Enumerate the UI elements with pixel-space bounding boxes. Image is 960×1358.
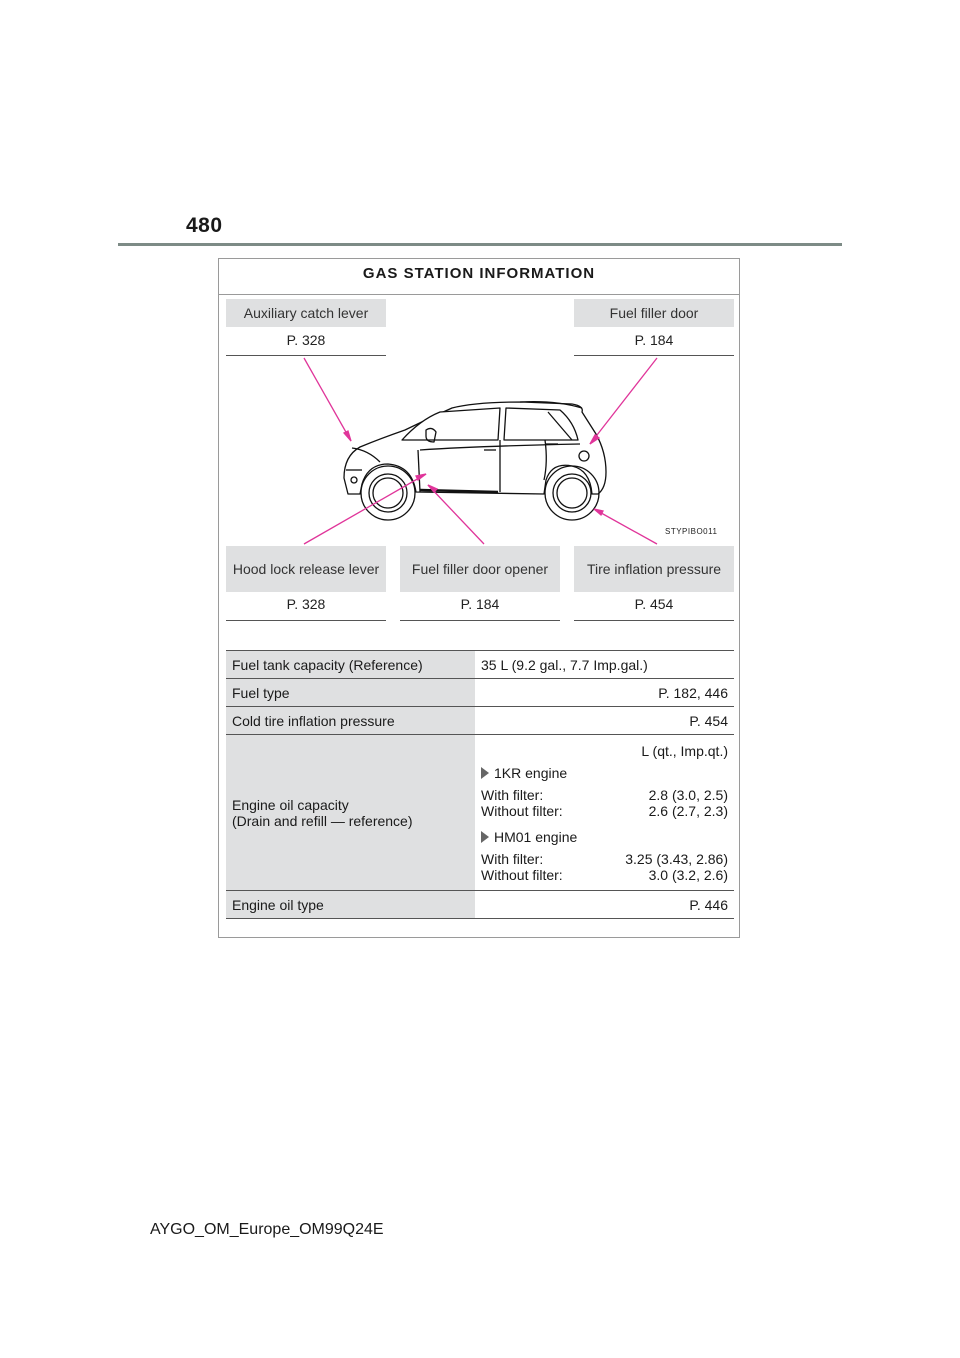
row-key: Cold tire inflation pressure: [226, 707, 475, 735]
oil-value: 2.8 (3.0, 2.5): [648, 786, 728, 803]
table-row: [226, 707, 734, 735]
oil-capacity-key-line1: Engine oil capacity: [232, 796, 349, 813]
page-ref-fuel-filler-door-opener[interactable]: P. 184: [400, 592, 560, 621]
oil-label: With filter:: [481, 850, 544, 867]
oil-row: [481, 867, 728, 883]
row-key: Fuel type: [226, 679, 475, 707]
table-row: [226, 891, 734, 919]
oil-row: [481, 803, 728, 819]
oil-row: [481, 787, 728, 803]
oil-label: Without filter:: [481, 802, 563, 819]
engine-name: HM01 engine: [494, 828, 578, 845]
engine-name: 1KR engine: [494, 764, 568, 781]
oil-capacity-key-line2: (Drain and refill — reference): [232, 812, 413, 829]
table-row: [226, 679, 734, 707]
label-tire-inflation-pressure: Tire inflation pressure: [574, 546, 734, 592]
label-fuel-filler-door-opener: Fuel filler door opener: [400, 546, 560, 592]
page-ref-tire-inflation-pressure[interactable]: P. 454: [574, 592, 734, 621]
oil-row: [481, 851, 728, 867]
engine-heading: [481, 829, 728, 845]
row-value[interactable]: P. 182, 446: [475, 679, 734, 707]
label-auxiliary-catch-lever: Auxiliary catch lever: [226, 299, 386, 327]
table-row: [226, 735, 734, 891]
row-value[interactable]: P. 454: [475, 707, 734, 735]
header-rule: [118, 243, 842, 246]
row-value[interactable]: P. 446: [475, 891, 734, 919]
bullet-triangle-icon: [481, 831, 489, 843]
row-key: Fuel tank capacity (Reference): [226, 651, 475, 679]
oil-label: With filter:: [481, 786, 544, 803]
oil-value: 2.6 (2.7, 2.3): [648, 802, 728, 819]
page-ref-fuel-filler-door[interactable]: P. 184: [574, 328, 734, 356]
table-row: [226, 651, 734, 679]
oil-value: 3.0 (3.2, 2.6): [648, 866, 728, 883]
row-key: Engine oil type: [226, 891, 475, 919]
figure-code: STYPIBO011: [665, 527, 718, 536]
engine-heading: [481, 765, 728, 781]
document-footer: AYGO_OM_Europe_OM99Q24E: [150, 1221, 384, 1238]
row-value: 35 L (9.2 gal., 7.7 Imp.gal.): [475, 651, 734, 679]
bullet-triangle-icon: [481, 767, 489, 779]
oil-capacity-value: [475, 735, 734, 891]
gas-station-info-table: [226, 650, 734, 919]
page-number: 480: [186, 214, 223, 237]
oil-unit: L (qt., Imp.qt.): [641, 742, 728, 759]
oil-label: Without filter:: [481, 866, 563, 883]
row-key: [226, 735, 475, 891]
page-ref-auxiliary-catch-lever[interactable]: P. 328: [226, 328, 386, 356]
section-title: GAS STATION INFORMATION: [219, 259, 739, 295]
oil-value: 3.25 (3.43, 2.86): [625, 850, 728, 867]
label-hood-lock-release-lever: Hood lock release lever: [226, 546, 386, 592]
label-fuel-filler-door: Fuel filler door: [574, 299, 734, 327]
page-ref-hood-lock-release-lever[interactable]: P. 328: [226, 592, 386, 621]
